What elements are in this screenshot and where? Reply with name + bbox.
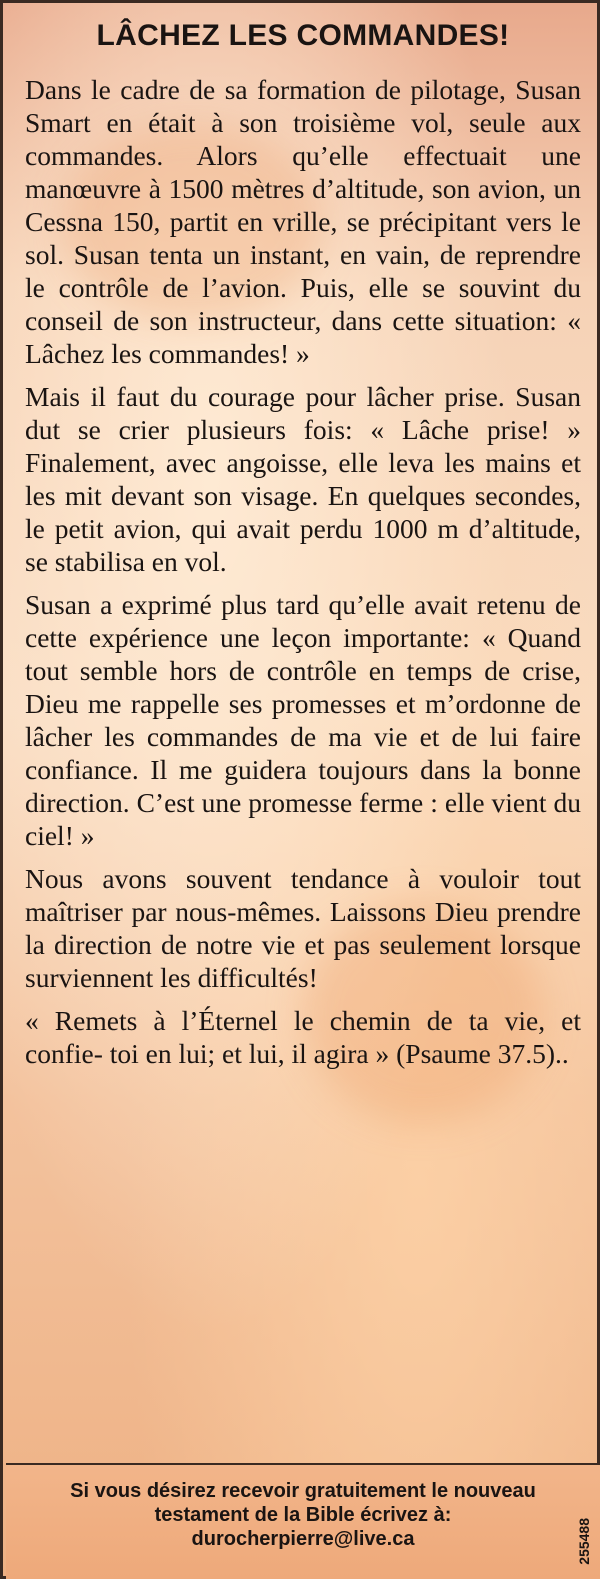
article-body [25,73,581,1080]
paragraph: Dans le cadre de sa formation de pilotage, Susan Smart en était à son troisième vol, seule aux commandes. Alors qu’elle effectuait une manœuvre à 1500 mètres d’altitude, son avion, un Cessna 150, partit en vrille, se précipitant vers le sol. Susan tenta un instant, en vain, de reprendre le contrôle de l’avion. Puis, elle se souvint du conseil de son instructeur, dans cette situation: « Lâchez les commandes! » [25,74,581,369]
footer-line: testament de la Bible écrivez à: [154,1504,452,1526]
page-title: LÂCHEZ LES COMMANDES! [96,19,510,52]
reference-number: 255488 [576,1518,592,1565]
paragraph: « Remets à l’Éternel le chemin de ta vie, et confie- toi en lui; et lui, il agira » (Psaume 37.5).. [25,1005,581,1069]
paragraph: Nous avons souvent tendance à vouloir tout maîtriser par nous-mêmes. Laissons Dieu prendre la direction de notre vie et pas seulement lorsque surviennent les difficultés! [25,863,581,993]
footer-box [6,1463,600,1579]
email-address: durocherpierre@live.ca [191,1528,415,1550]
paragraph: Mais il faut du courage pour lâcher prise. Susan dut se crier plusieurs fois: « Lâche prise! » Finalement, avec angoisse, elle leva les mains et les mit devant son visage. En quelques secondes, le petit avion, qui avait perdu 1000 m d’altitude, se stabilisa en vol. [25,381,581,577]
footer-text [6,1479,600,1551]
paragraph: Susan a exprimé plus tard qu’elle avait retenu de cette expérience une leçon importante: « Quand tout semble hors de contrôle en temps de crise, Dieu me rappelle ses promesses et m’ordonne de lâcher les commandes de ma vie et de lui faire confiance. Il me guidera toujours dans la bonne direction. C’est une promesse ferme : elle vient du ciel! » [25,589,581,851]
footer-line: Si vous désirez recevoir gratuitement le nouveau [70,1480,536,1502]
